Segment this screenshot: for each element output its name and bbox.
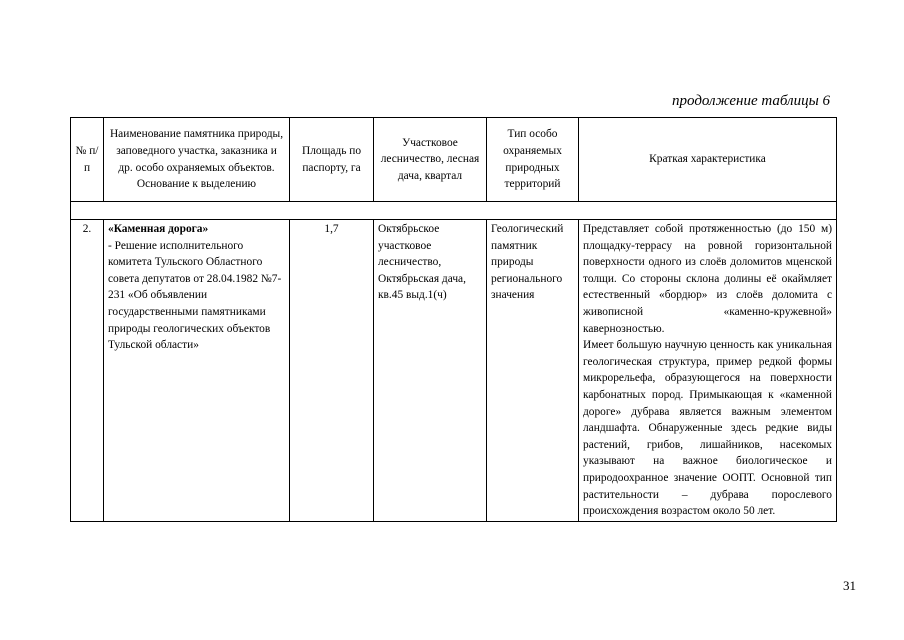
header-type: Тип особо охраняемых природных территорий xyxy=(487,118,579,202)
header-forestry: Участковое лесничество, лесная дача, квартал xyxy=(374,118,487,202)
table-row xyxy=(71,220,837,522)
spacer-row xyxy=(71,202,837,220)
cell-area: 1,7 xyxy=(290,220,374,522)
table-header-row xyxy=(71,118,837,202)
table-caption: продолжение таблицы 6 xyxy=(672,93,830,109)
cell-forestry: Октябрьское участковое лесничество, Октябрьская дача, кв.45 выд.1(ч) xyxy=(374,220,487,522)
description-paragraph-2: Имеет большую научную ценность как уникальная геологическая структура, пример редкой формы микрорельефа, образующегося на поверхности карбонатных пород. Примыкающая к «каменной дороге» дубрава является важным элементом ландшафта. Обнаруженные здесь редкие виды растений, грибов, лишайников, насекомых указывают на важное биологическое и природоохранное значение ООПТ. Основной тип растительности – дубрава порослевого происхождения возрастом около 50 лет. xyxy=(583,339,832,518)
protected-areas-table xyxy=(70,117,837,522)
object-title: «Каменная дорога» xyxy=(108,223,209,235)
cell-description xyxy=(579,220,837,522)
header-desc: Краткая характеристика xyxy=(579,118,837,202)
object-basis: - Решение исполнительного комитета Тульского Областного совета депутатов от 28.04.1982 №7-231 «Об объявлении государственными памятниками природы геологических объектов Тульской области» xyxy=(108,239,282,352)
header-name: Наименование памятника природы, заповедного участка, заказника и др. особо охраняемых объектов. Основание к выделению xyxy=(104,118,290,202)
page-number: 31 xyxy=(843,578,856,593)
description-paragraph-1: Представляет собой протяженностью (до 150 м) площадку-террасу на ровной горизонтальной поверхности одного из слоёв доломитов мценской толщи. Со стороны склона долины её окаймляет естественный «бордюр» из слоёв доломита с живописной «каменно-кружевной» кавернозностью. xyxy=(583,223,832,335)
cell-num: 2. xyxy=(71,220,104,522)
header-num: № п/п xyxy=(71,118,104,202)
header-area: Площадь по паспорту, га xyxy=(290,118,374,202)
cell-type: Геологический памятник природы регионального значения xyxy=(487,220,579,522)
cell-name xyxy=(104,220,290,522)
